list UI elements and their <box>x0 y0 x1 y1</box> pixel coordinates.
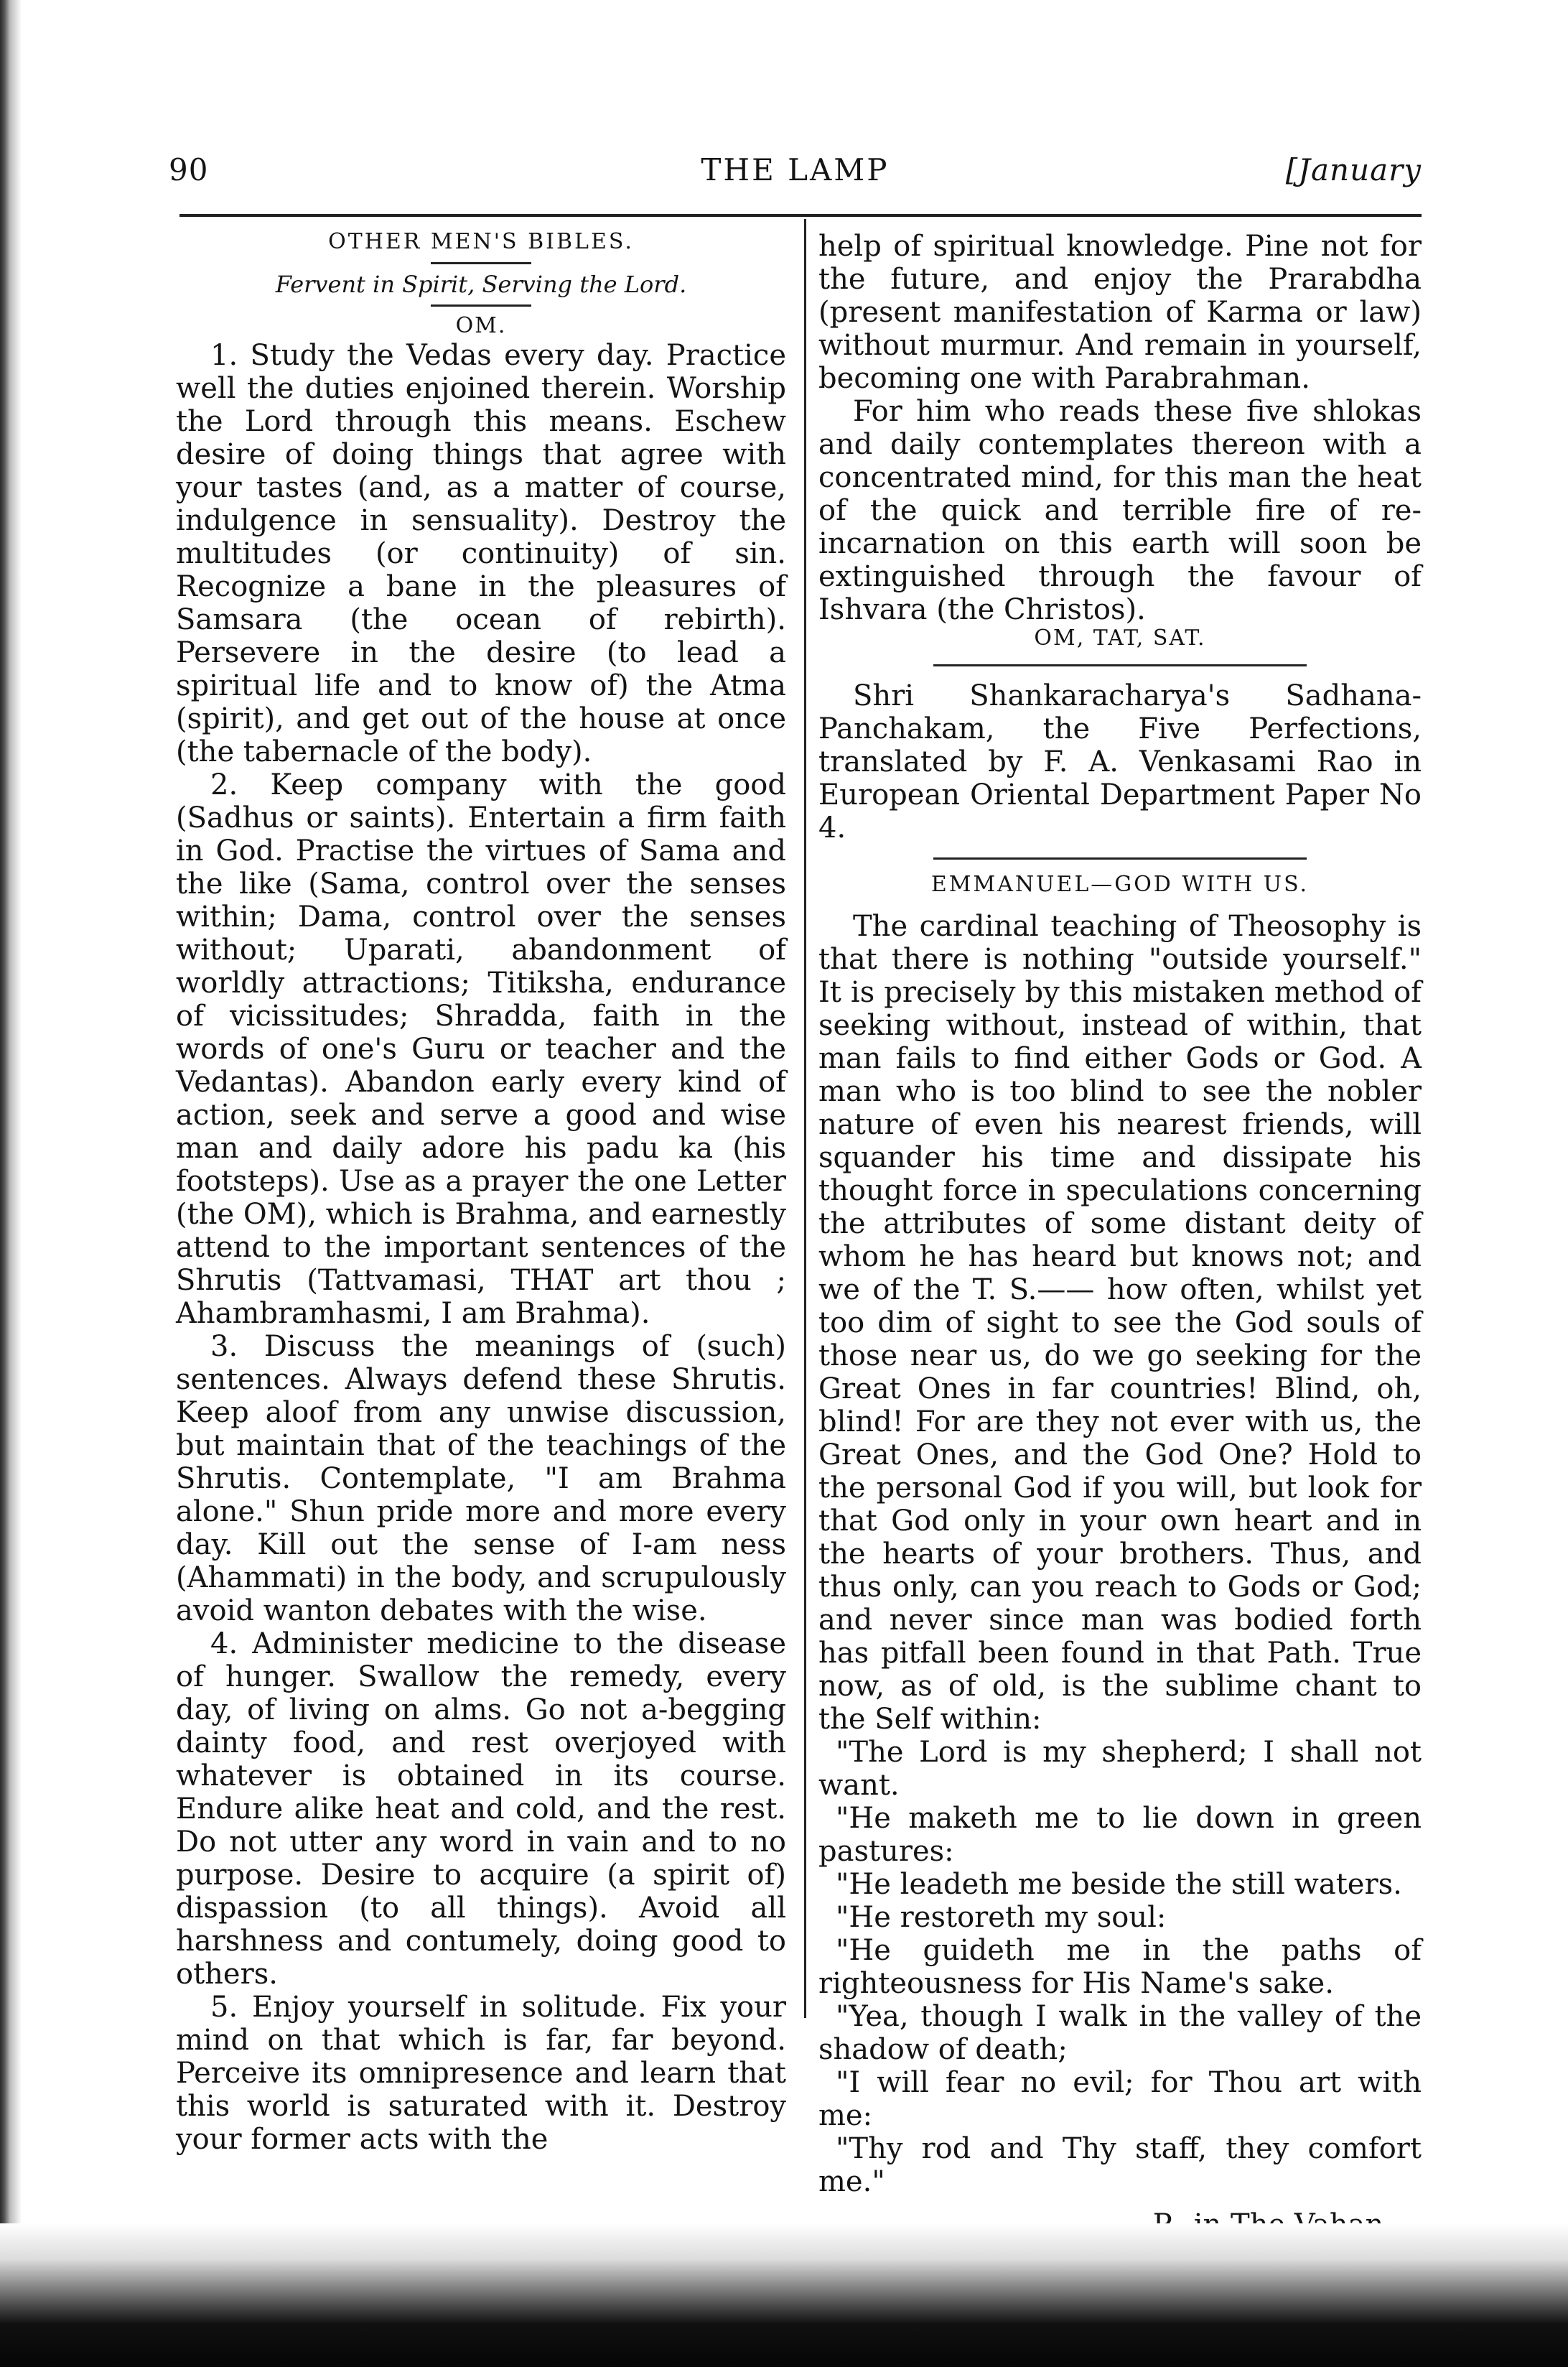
closing-paragraph: For him who reads these five shlokas and daily contemplates thereon with a concentrated mind, for this man the heat of the quick and terrible fire of re-incarnation on this earth will soon be extinguished through the favour of Ishvara (the Christos). <box>818 395 1422 626</box>
page-number: 90 <box>169 152 209 187</box>
source-citation: Shri Shankaracharya's Sadhana-Panchakam, the Five Perfections, translated by F. A. Venkasami Rao in European Oriental Department Paper No 4. <box>818 679 1422 845</box>
section-title-emmanuel: EMMANUEL—GOD WITH US. <box>930 871 1310 897</box>
divider <box>933 664 1307 666</box>
right-column <box>818 230 1422 2241</box>
psalm-line: "Yea, though I walk in the valley of the shadow of death; <box>818 2000 1422 2066</box>
shloka-paragraph-3: 3. Discuss the meanings of (such) sentences. Always defend these Shrutis. Keep aloof from any unwise discussion, but maintain that of the teachings of the Shrutis. Contemplate, "I am Brahma alone." Shun pride more and more every day. Kill out the sense of I-am ness (Ahammati) in the body, and scrupulously avoid wanton debates with the wise. <box>176 1329 786 1627</box>
scanned-page-left-edge <box>0 0 22 2367</box>
shloka-paragraph-4: 4. Administer medicine to the disease of hunger. Swallow the remedy, every day, of living on alms. Go not a-begging dainty food, and rest overjoyed with whatever is obtained in its course. Endure alike heat and cold, and the rest. Do not utter any word in vain and to no purpose. Desire to acquire (a spirit of) dispassion (to all things). Avoid all harshness and contumely, doing good to others. <box>176 1627 786 1991</box>
section-subtitle: Fervent in Spirit, Serving the Lord. <box>275 270 687 298</box>
shloka-continuation: help of spiritual knowledge. Pine not for the future, and enjoy the Prarabdha (present manifestation of Karma or law) without murmur. And remain in yourself, becoming one with Parabrahman. <box>818 230 1422 395</box>
om-tat-sat-heading: OM, TAT, SAT. <box>1034 626 1206 651</box>
running-title: THE LAMP <box>701 152 890 187</box>
psalm-line: "He leadeth me beside the still waters. <box>836 1868 1402 1901</box>
psalm-line: "I will fear no evil; for Thou art with me: <box>818 2066 1422 2132</box>
shloka-paragraph-5: 5. Enjoy yourself in solitude. Fix your mind on that which is far, far beyond. Perceive its omnipresence and learn that this world is saturated with it. Destroy your former acts with the <box>176 1990 786 2156</box>
emmanuel-paragraph: The cardinal teaching of Theosophy is that there is nothing "outside yourself." It is precisely by this mistaken method of seeking without, instead of within, that man fails to find either Gods or God. A man who is too blind to see the nobler nature of even his nearest friends, will squander his time and dissipate his thought force in speculations concerning the attributes of some distant deity of whom he has heard but knows not; and we of the T. S.—— how often, whilst yet too dim of sight to see the God souls of those near us, do we go seeking for the Great Ones in far countries! Blind, oh, blind! For are they not ever with us, the Great Ones, and the God One? Hold to the personal God if you will, but look for that God only in your own heart and in the hearts of your brothers. Thus, and thus only, can you reach to Gods or God; and never since man was bodied forth has pitfall been found in that Path. True now, as of old, is the sublime chant to the Self within: <box>818 910 1422 1736</box>
psalm-line: "He restoreth my soul: <box>836 1901 1167 1934</box>
column-divider <box>804 219 806 2018</box>
scanned-page-bottom-edge <box>0 2223 1568 2367</box>
om-heading: OM. <box>455 313 507 339</box>
page-header <box>169 152 1422 203</box>
psalm-line: "He guideth me in the paths of righteousness for His Name's sake. <box>818 1934 1422 2000</box>
divider <box>431 262 531 264</box>
shloka-paragraph-2: 2. Keep company with the good (Sadhus or saints). Entertain a firm faith in God. Practise the virtues of Sama and the like (Sama, control over the senses within; Dama, control over the senses without; Uparati, abandonment of worldly attractions; Titiksha, endurance of vicissitudes; Shradda, faith in the words of one's Guru or teacher and the Vedantas). Abandon early every kind of action, seek and serve a good and wise man and daily adore his padu ka (his footsteps). Use as a prayer the one Letter (the OM), which is Brahma, and earnestly attend to the important sentences of the Shrutis (Tattvamasi, THAT art thou ; Ahambramhasmi, I am Brahma). <box>176 768 786 1330</box>
psalm-line: "He maketh me to lie down in green pastures: <box>818 1802 1422 1868</box>
section-title-other-mens-bibles: OTHER MEN'S BIBLES. <box>328 229 634 254</box>
shloka-paragraph-1: 1. Study the Vedas every day. Practice well the duties enjoined therein. Worship the Lord through this means. Eschew desire of doing things that agree with your tastes (and, as a matter of course, indulgence in sensuality). Destroy the multitudes (or continuity) of sin. Recognize a bane in the pleasures of Samsara (the ocean of rebirth). Persevere in the desire (to lead a spiritual life and to know of) the Atma (spirit), and get out of the house at once (the tabernacle of the body). <box>176 338 786 768</box>
divider <box>933 857 1307 860</box>
header-rule <box>179 214 1422 217</box>
psalm-line: "The Lord is my shepherd; I shall not want. <box>818 1736 1422 1802</box>
issue-month: [January <box>1285 152 1422 187</box>
psalm-line: "Thy rod and Thy staff, they comfort me." <box>818 2132 1422 2198</box>
divider <box>431 304 531 307</box>
left-column <box>176 230 786 2156</box>
